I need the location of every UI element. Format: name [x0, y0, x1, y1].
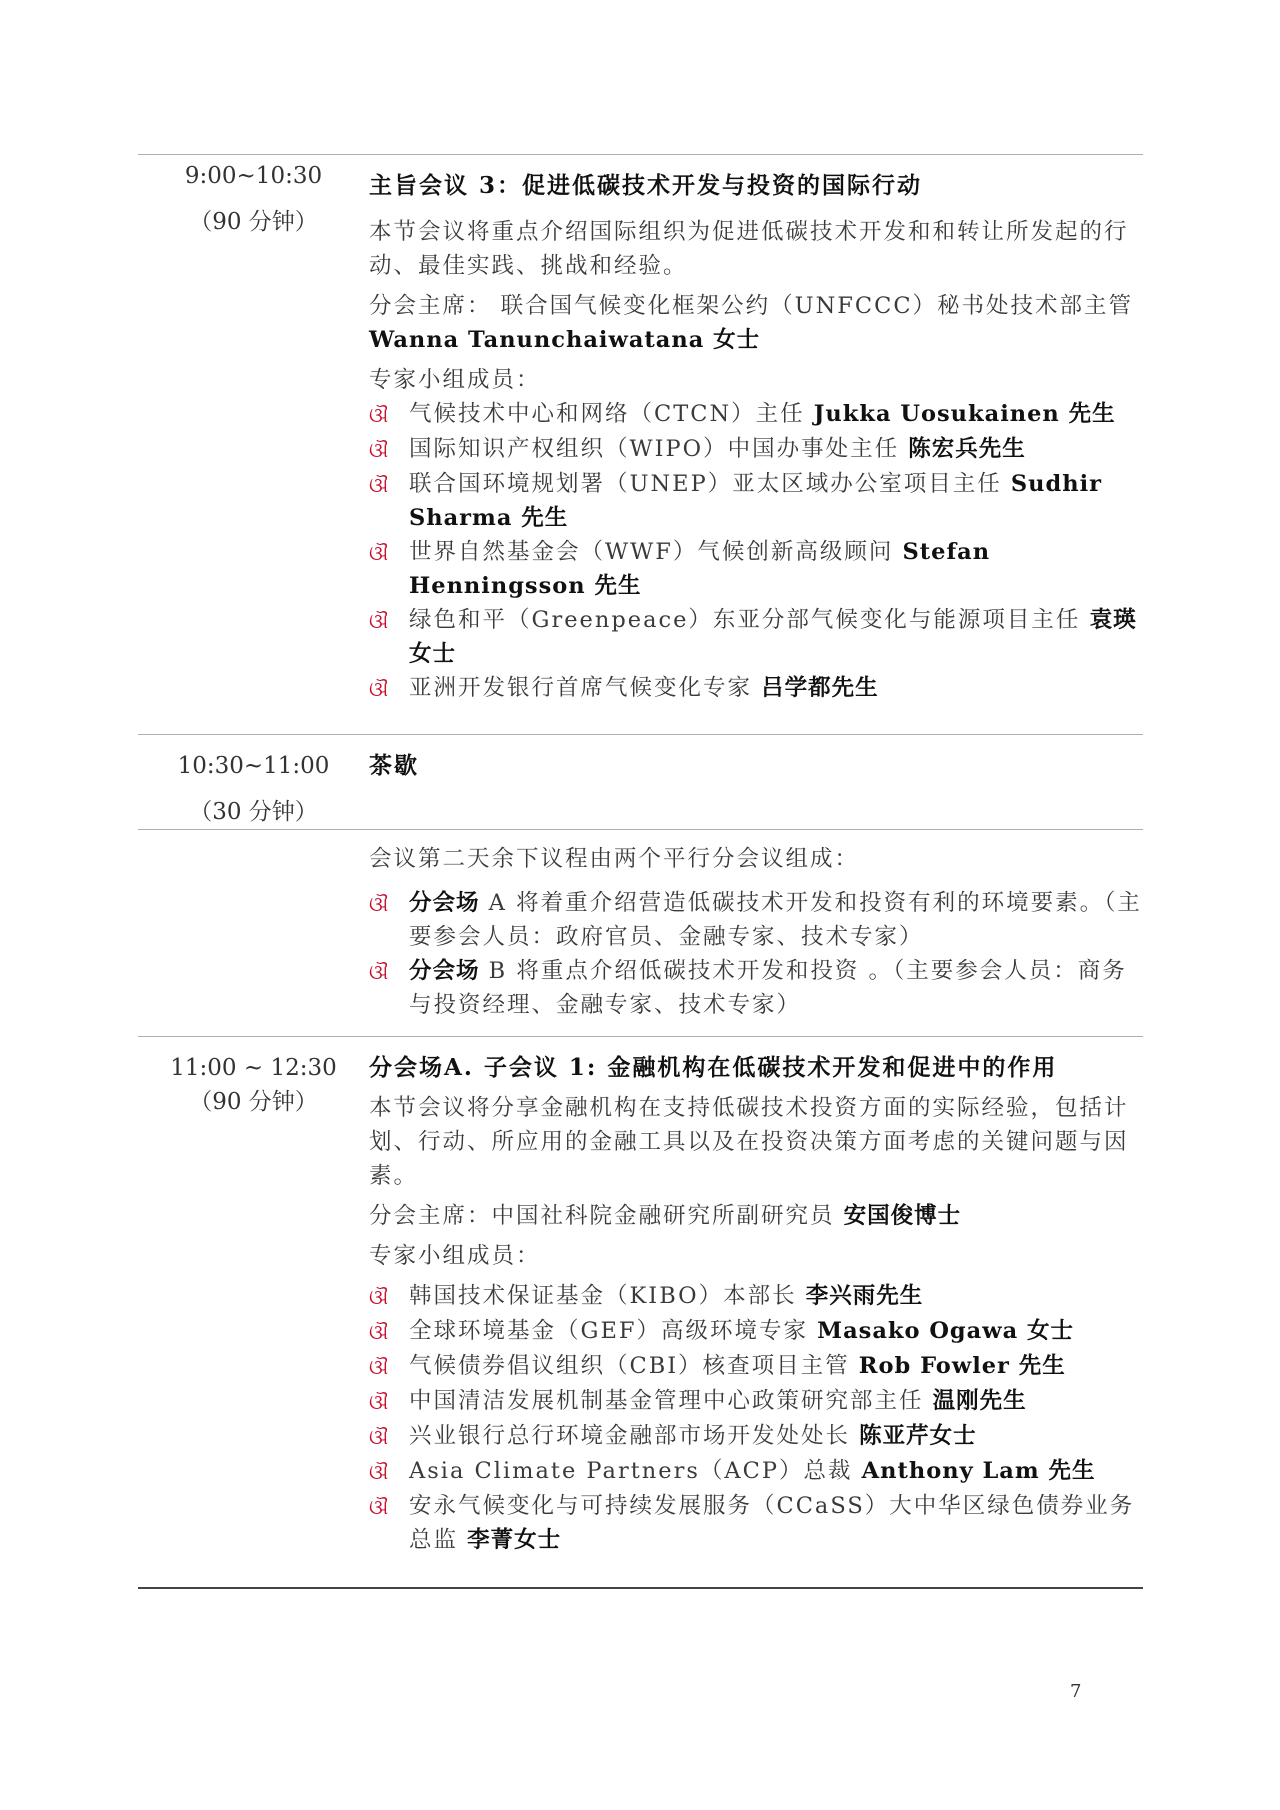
panelist-name: 温刚先生 [932, 1388, 1027, 1414]
list-item [369, 1279, 1143, 1314]
panelist-org: 国际知识产权组织（WIPO）中国办事处主任 [409, 436, 909, 462]
panelist-name: 陈宏兵先生 [908, 436, 1026, 462]
chair-name: 安国俊博士 [843, 1203, 962, 1229]
bullet-icon: ଔ [369, 1425, 391, 1449]
list-item [369, 954, 1143, 1022]
panelist-list [369, 1279, 1143, 1557]
panelist-name: 李兴雨先生 [805, 1283, 924, 1309]
panelist-org: 联合国环境规划署（UNEP）亚太区域办公室项目主任 [409, 471, 1011, 497]
panelist-org: 气候债券倡议组织（CBI）核查项目主管 [409, 1353, 859, 1379]
parallel-list [369, 886, 1143, 1022]
list-item [369, 397, 1143, 432]
panelist-org: 兴业银行总行环境金融部市场开发处处长 [409, 1423, 860, 1449]
panelist-org: 气候技术中心和网络（CTCN）主任 [409, 401, 814, 427]
panelist-org: 全球环境基金（GEF）高级环境专家 [409, 1318, 818, 1344]
bullet-icon: ଔ [369, 677, 391, 701]
bullet-icon: ଔ [369, 1320, 391, 1344]
agenda-row-subsession-a1 [138, 1037, 1143, 1587]
content-cell [369, 749, 1143, 795]
agenda-row-parallel [138, 830, 1143, 1036]
list-item [369, 1419, 1143, 1454]
venue-label: 分会场 [409, 890, 480, 916]
chair-name: Wanna Tanunchaiwatana 女士 [369, 327, 761, 353]
venue-label: 分会场 [409, 958, 480, 984]
bullet-icon: ଔ [369, 1495, 391, 1519]
list-item [369, 603, 1143, 671]
session-title: 主旨会议 3：促进低碳技术开发与投资的国际行动 [369, 172, 923, 199]
bullet-icon: ଔ [369, 1460, 391, 1484]
panelist-org: 绿色和平（Greenpeace）东亚分部气候变化与能源项目主任 [409, 607, 1090, 633]
bullet-icon: ଔ [369, 1355, 391, 1379]
session-chair [369, 289, 1143, 357]
list-item [369, 1349, 1143, 1384]
chair-role: 分会主席：中国社科院金融研究所副研究员 [369, 1203, 844, 1229]
session-description: 本节会议将分享金融机构在支持低碳技术投资方面的实际经验，包括计划、行动、所应用的金融工具以及在投资决策方面考虑的关键问题与因素。 [369, 1095, 1129, 1189]
panelist-org: Asia Climate Partners（ACP）总裁 [409, 1458, 862, 1484]
panelist-name: Masako Ogawa 女士 [817, 1318, 1075, 1344]
panelist-org: 亚洲开发银行首席气候变化专家 [409, 675, 762, 701]
venue-description: A 将着重介绍营造低碳技术开发和投资有利的环境要素。（主要参会人员：政府官员、金融专家、技术专家） [409, 890, 1142, 950]
session-time: 9:00~10:30 [184, 163, 323, 189]
panelist-org: 中国清洁发展机制基金管理中心政策研究部主任 [409, 1388, 933, 1414]
list-item [369, 1314, 1143, 1349]
agenda-row-keynote-3 [138, 155, 1143, 734]
session-duration: （90 分钟） [189, 1089, 318, 1115]
list-item [369, 1489, 1143, 1557]
bullet-icon: ଔ [369, 892, 391, 916]
content-cell [369, 842, 1143, 1022]
bullet-icon: ଔ [369, 541, 391, 565]
list-item [369, 1454, 1143, 1489]
list-item [369, 467, 1143, 535]
content-cell [369, 159, 1143, 706]
panelist-name: 吕学都先生 [761, 675, 879, 701]
agenda-row-tea-break [138, 735, 1143, 829]
time-cell [138, 159, 369, 251]
session-title: 分会场A. 子会议 1: 金融机构在低碳技术开发和促进中的作用 [369, 1054, 1058, 1081]
list-item [369, 886, 1143, 954]
break-time: 10:30~11:00 [177, 753, 330, 779]
panelist-name: 李菁女士 [467, 1527, 562, 1553]
bullet-icon: ଔ [369, 1285, 391, 1309]
list-item [369, 432, 1143, 467]
session-description: 本节会议将重点介绍国际组织为促进低碳技术开发和和转让所发起的行动、最佳实践、挑战和经验。 [369, 219, 1129, 279]
list-item [369, 1384, 1143, 1419]
bullet-icon: ଔ [369, 473, 391, 497]
panelist-list [369, 397, 1143, 706]
panelist-name: Jukka Uosukainen 先生 [813, 401, 1116, 427]
panel-label: 专家小组成员： [369, 367, 541, 393]
panelist-name: Stefan Henningsson 先生 [409, 539, 991, 599]
panelist-name: 袁瑛女士 [409, 607, 1137, 667]
panelist-name: Anthony Lam 先生 [861, 1458, 1096, 1484]
divider [138, 1587, 1143, 1589]
time-cell [138, 749, 369, 829]
list-item [369, 671, 1143, 706]
page-number: 7 [1070, 1681, 1082, 1702]
session-chair [369, 1199, 1143, 1233]
content-cell [369, 1051, 1143, 1557]
parallel-intro: 会议第二天余下议程由两个平行分会议组成： [369, 846, 860, 872]
bullet-icon: ଔ [369, 403, 391, 427]
time-cell [138, 1051, 369, 1131]
panelist-org: 安永气候变化与可持续发展服务（CCaSS）大中华区绿色债券业务总监 [409, 1493, 1135, 1553]
bullet-icon: ଔ [369, 609, 391, 633]
session-duration: （90 分钟） [189, 209, 318, 235]
bullet-icon: ଔ [369, 960, 391, 984]
bullet-icon: ଔ [369, 1390, 391, 1414]
bullet-icon: ଔ [369, 438, 391, 462]
break-duration: （30 分钟） [189, 799, 318, 825]
chair-role: 分会主席： 联合国气候变化框架公约（UNFCCC）秘书处技术部主管 [369, 293, 1134, 319]
list-item [369, 535, 1143, 603]
agenda-table [138, 154, 1143, 1589]
venue-description: B 将重点介绍低碳技术开发和投资 。（主要参会人员：商务与投资经理、金融专家、技术专家） [409, 958, 1127, 1018]
panelist-name: Rob Fowler 先生 [858, 1353, 1066, 1379]
panelist-org: 韩国技术保证基金（KIBO）本部长 [409, 1283, 806, 1309]
panelist-name: Sudhir Sharma 先生 [409, 471, 1102, 531]
break-title: 茶歇 [369, 752, 419, 779]
session-time: 11:00 ~ 12:30 [170, 1055, 337, 1081]
panelist-name: 陈亚芹女士 [859, 1423, 977, 1449]
panelist-org: 世界自然基金会（WWF）气候创新高级顾问 [409, 539, 903, 565]
panel-label: 专家小组成员： [369, 1243, 541, 1269]
